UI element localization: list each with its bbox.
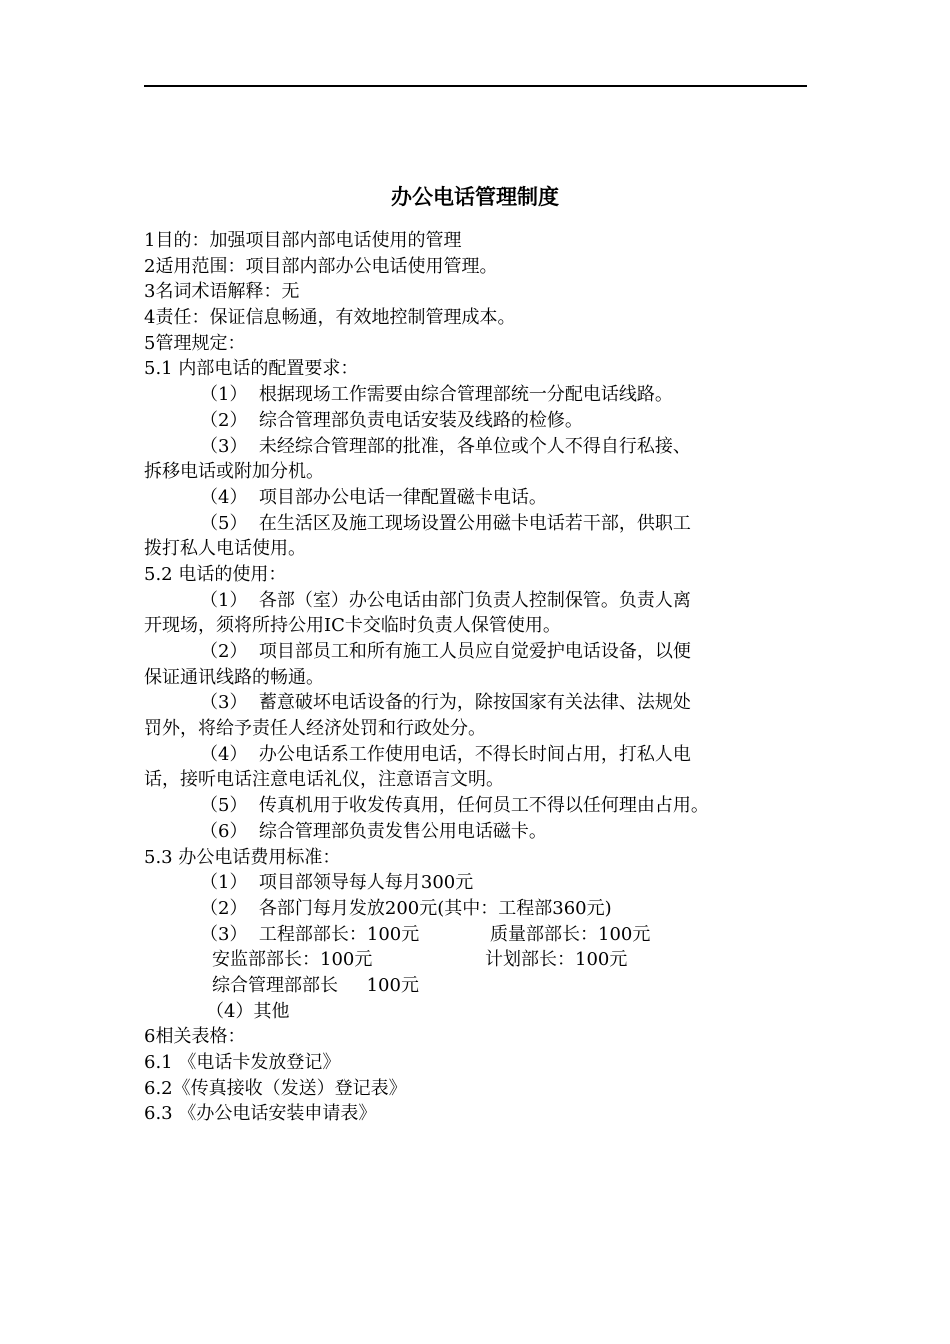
fee-planning: 计划部长：100元 — [485, 949, 628, 971]
list-item: （4）其他 — [206, 1000, 290, 1022]
list-item: （1） 各部（室）办公电话由部门负责人控制保管。负责人离 — [200, 589, 691, 611]
list-item: （3） 未经综合管理部的批准，各单位或个人不得自行私接、 — [200, 435, 691, 457]
list-item: （2） 各部门每月发放200元(其中：工程部360元) — [200, 897, 612, 919]
list-item-continuation: 拆移电话或附加分机。 — [144, 461, 324, 483]
subsection-5-2: 5.2 电话的使用： — [144, 563, 287, 585]
section-scope: 2适用范围：项目部内部办公电话使用管理。 — [144, 255, 498, 277]
list-item: （1） 项目部领导每人每月300元 — [200, 872, 474, 894]
section-rules: 5管理规定： — [144, 332, 246, 354]
fee-safety: 安监部部长：100元 — [212, 949, 373, 971]
list-item: （6） 综合管理部负责发售公用电话磁卡。 — [200, 820, 547, 842]
section-forms: 6相关表格： — [144, 1026, 246, 1048]
fee-row — [144, 922, 808, 948]
section-terms: 3名词术语解释：无 — [144, 281, 300, 303]
list-item-continuation: 拨打私人电话使用。 — [144, 538, 306, 560]
list-item: （5） 在生活区及施工现场设置公用磁卡电话若干部，供职工 — [200, 512, 691, 534]
list-item: （1） 根据现场工作需要由综合管理部统一分配电话线路。 — [200, 384, 673, 406]
header-rule — [144, 85, 807, 87]
section-purpose: 1目的：加强项目部内部电话使用的管理 — [144, 230, 462, 251]
list-item-continuation: 保证通讯线路的畅通。 — [144, 666, 324, 688]
list-item: （2） 综合管理部负责电话安装及线路的检修。 — [200, 409, 583, 431]
list-item-continuation: 罚外，将给予责任人经济处罚和行政处分。 — [144, 718, 486, 740]
list-item-continuation: 开现场，须将所持公用IC卡交临时负责人保管使用。 — [144, 615, 561, 637]
form-reference: 6.2《传真接收（发送）登记表》 — [144, 1077, 407, 1099]
list-item: （5） 传真机用于收发传真用，任何员工不得以任何理由占用。 — [200, 795, 709, 817]
form-reference: 6.3 《办公电话安装申请表》 — [144, 1103, 377, 1125]
fee-engineering: （3） 工程部部长：100元 — [200, 923, 420, 945]
list-item-continuation: 话，接听电话注意电话礼仪，注意语言文明。 — [144, 769, 504, 791]
list-item: （3） 蓄意破坏电话设备的行为，除按国家有关法律、法规处 — [200, 692, 691, 714]
list-item: （4） 项目部办公电话一律配置磁卡电话。 — [200, 486, 547, 508]
list-item: （2） 项目部员工和所有施工人员应自觉爱护电话设备，以便 — [200, 641, 691, 662]
document-body — [144, 228, 808, 1127]
document-title: 办公电话管理制度 — [391, 185, 559, 209]
fee-row — [144, 947, 808, 973]
list-item: （4） 办公电话系工作使用电话，不得长时间占用，打私人电 — [200, 743, 691, 765]
fee-admin: 综合管理部部长 100元 — [212, 974, 419, 996]
fee-quality: 质量部部长：100元 — [490, 923, 651, 945]
form-reference: 6.1 《电话卡发放登记》 — [144, 1052, 341, 1073]
subsection-5-3: 5.3 办公电话费用标准： — [144, 846, 341, 868]
section-responsibility: 4责任：保证信息畅通，有效地控制管理成本。 — [144, 307, 516, 329]
subsection-5-1: 5.1 内部电话的配置要求： — [144, 358, 359, 380]
